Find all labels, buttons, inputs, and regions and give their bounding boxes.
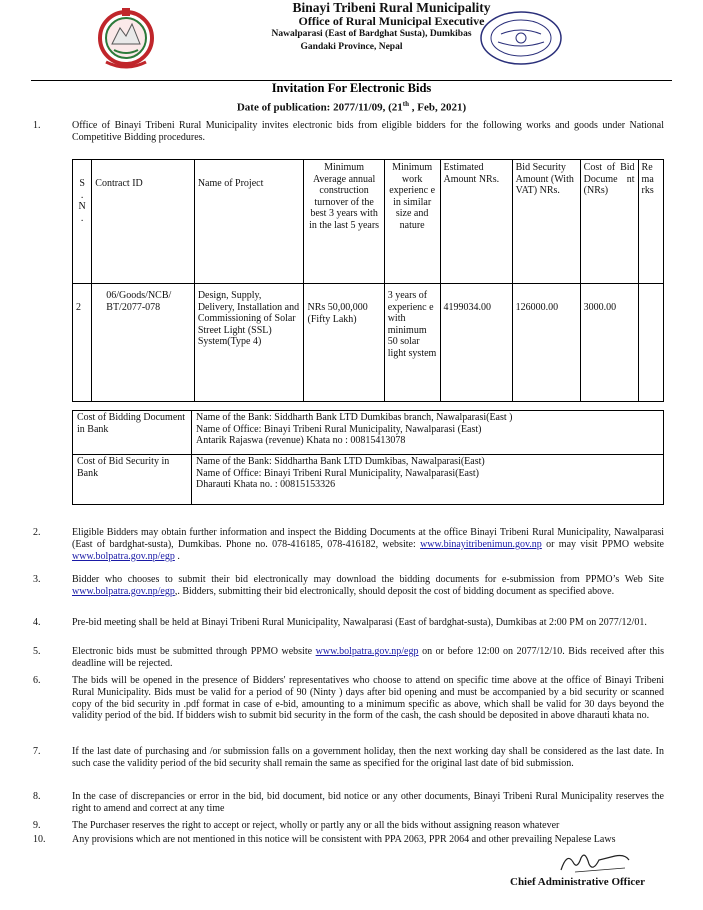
cell-sn: 2 (73, 284, 92, 402)
item-text: The bids will be opened in the presence of Bidders' representatives who choose to attend on specific time above at the office of Binayi Tribeni Rural Municipality. Bids must be valid for a period of 90 (Ninty ) days after bid opening and must be accompanied by a bid security or scanned copy of the bid security in .pdf format in case of e-bid, amounting to a minimum specific as above, which shall be valid for 30 days beyond the validity period of the bid. If bidders wish to submit bid security in the form of the cash, the cash should be deposited in above dharauti khata no. (72, 675, 664, 722)
item-text: The Purchaser reserves the right to accept or reject, wholly or partly any or all the bids without assigning reason whatever (72, 820, 560, 831)
page-title: Invitation For Electronic Bids (31, 81, 672, 95)
item-number: 2. (33, 527, 41, 538)
bank-sec-details (192, 455, 664, 505)
cell-project: Design, Supply, Delivery, Installation and Commissioning of Solar Street Light (SSL) System(Type 4) (194, 284, 304, 402)
item-text: In the case of discrepancies or error in the bid, bid document, bid notice or any other documents, Binayi Tribeni Rural Municipality reserves the right to amend and correct at any time (72, 791, 664, 814)
header-estimated: Estimated Amount NRs. (440, 160, 512, 284)
office-name: Office of Rural Municipal Executive (298, 14, 485, 28)
office-seal-icon (476, 8, 566, 68)
item-number: 8. (33, 791, 41, 802)
header-contract-id: Contract ID (92, 160, 195, 284)
signature-icon (555, 848, 635, 876)
cell-estimated: 4199034.00 (440, 284, 512, 402)
header-turnover: Minimum Average annual construction turnover of the best 3 years with in the last 5 years (304, 160, 384, 284)
bank-row-security (73, 455, 664, 505)
item-number: 7. (33, 746, 41, 757)
header-remarks: Re ma rks (638, 160, 663, 284)
header-project: Name of Project (194, 160, 304, 284)
item-text: Any provisions which are not mentioned in this notice will be consistent with PPA 2063, PPR 2064 and other prevailing Nepalese Laws (72, 834, 616, 845)
province: Gandaki Province, Nepal (300, 42, 403, 52)
bank-sec-label: Cost of Bid Security in Bank (73, 455, 192, 505)
header-cost: Cost of Bid Docume nt (NRs) (580, 160, 638, 284)
header-experience: Minimum work experienc e in similar size and nature (384, 160, 440, 284)
bid-table (72, 159, 664, 402)
item-text: Electronic bids must be submitted through PPMO website www.bolpatra.gov.np/egp on or before 12:00 on 2077/12/10. Bids received after this deadline will be rejected. (72, 646, 664, 669)
item-text: If the last date of purchasing and /or submission falls on a government holiday, then the next working day shall be considered as the last date. In such case the validity period of the bid security shall remain the same as specified for the original last date of bid submission. (72, 746, 664, 769)
website-link[interactable]: www.binayitribenimun.gov.np (420, 538, 542, 550)
ppmo-link[interactable]: www.bolpatra.gov.np/egp (72, 550, 175, 562)
cell-contract-id: 06/Goods/NCB/ BT/2077-078 (92, 284, 195, 402)
table-row (73, 284, 664, 402)
item-number: 3. (33, 574, 41, 585)
address: Nawalparasi (East of Bardghat Susta), Dumkibas (271, 29, 472, 39)
cell-cost: 3000.00 (580, 284, 638, 402)
cell-turnover: NRs 50,00,000 (Fifty Lakh) (304, 284, 384, 402)
item-number: 9. (33, 820, 41, 831)
item-text: Eligible Bidders may obtain further information and inspect the Bidding Documents at the office Binayi Tribeni Rural Municipality, Nawalparasi (East of bardghat-susta), Dumkibas. Phone no. 078-416185, 078-416182, website: www.binayitribenimun.gov.np or may visit PPMO website www.bolpatra.gov.np/egp . (72, 527, 664, 562)
bank-doc-line: Name of Office: Binayi Tribeni Rural Municipality, Nawalparasi (East) (196, 423, 482, 435)
item-number: 6. (33, 675, 41, 686)
org-name: Binayi Tribeni Rural Municipality (292, 0, 491, 15)
ppmo-link[interactable]: www.bolpatra.gov.np/egp (315, 646, 419, 657)
bank-doc-details (192, 411, 664, 455)
item-text: Office of Binayi Tribeni Rural Municipality invites electronic bids from eligible bidders for the following works and goods under National Competitive Bidding procedures. (72, 120, 664, 143)
cell-experience: 3 years of experienc e with minimum 50 solar light system (384, 284, 440, 402)
item-text: Pre-bid meeting shall be held at Binayi Tribeni Rural Municipality, Nawalparasi (East of bardghat-susta), Dumkibas at 2:00 PM on 2077/12/01. (72, 617, 647, 628)
bank-row-document (73, 411, 664, 455)
cell-security: 126000.00 (512, 284, 580, 402)
item-number: 5. (33, 646, 41, 657)
header-sn: S . N . (73, 160, 92, 284)
header-security: Bid Security Amount (With VAT) NRs. (512, 160, 580, 284)
item-text: Bidder who chooses to submit their bid electronically may download the bidding documents for e-submission from PPMO’s Web Site www.bolpatra.gov.np/egp,. Bidders, submitting their bid electronically, should deposit the cost of bidding document as specified above. (72, 574, 664, 597)
bank-sec-line: Name of the Bank: Siddhartha Bank LTD Dumkibas, Nawalparasi(East) (196, 456, 485, 467)
signature-title: Chief Administrative Officer (510, 876, 646, 888)
publication-date: Date of publication: 2077/11/09, (21th , Feb, 2021) (236, 100, 467, 114)
bank-sec-line: Dharauti Khata no. : 00815153326 (196, 479, 336, 491)
table-header-row (73, 160, 664, 284)
item-number: 10. (33, 834, 46, 845)
bank-table (72, 410, 664, 505)
cell-remarks (638, 284, 663, 402)
item-number: 4. (33, 617, 41, 628)
item-number: 1. (33, 120, 41, 131)
bank-doc-line: Name of the Bank: Siddharth Bank LTD Dumkibas branch, Nawalparasi(East ) (196, 412, 513, 423)
bank-sec-line: Name of Office: Binayi Tribeni Rural Municipality, Nawalparasi(East) (196, 467, 479, 479)
ppmo-link[interactable]: www.bolpatra.gov.np/egp (72, 585, 175, 597)
bank-doc-label: Cost of Bidding Document in Bank (73, 411, 192, 455)
bank-doc-line: Antarik Rajaswa (revenue) Khata no : 00815413078 (196, 435, 406, 447)
